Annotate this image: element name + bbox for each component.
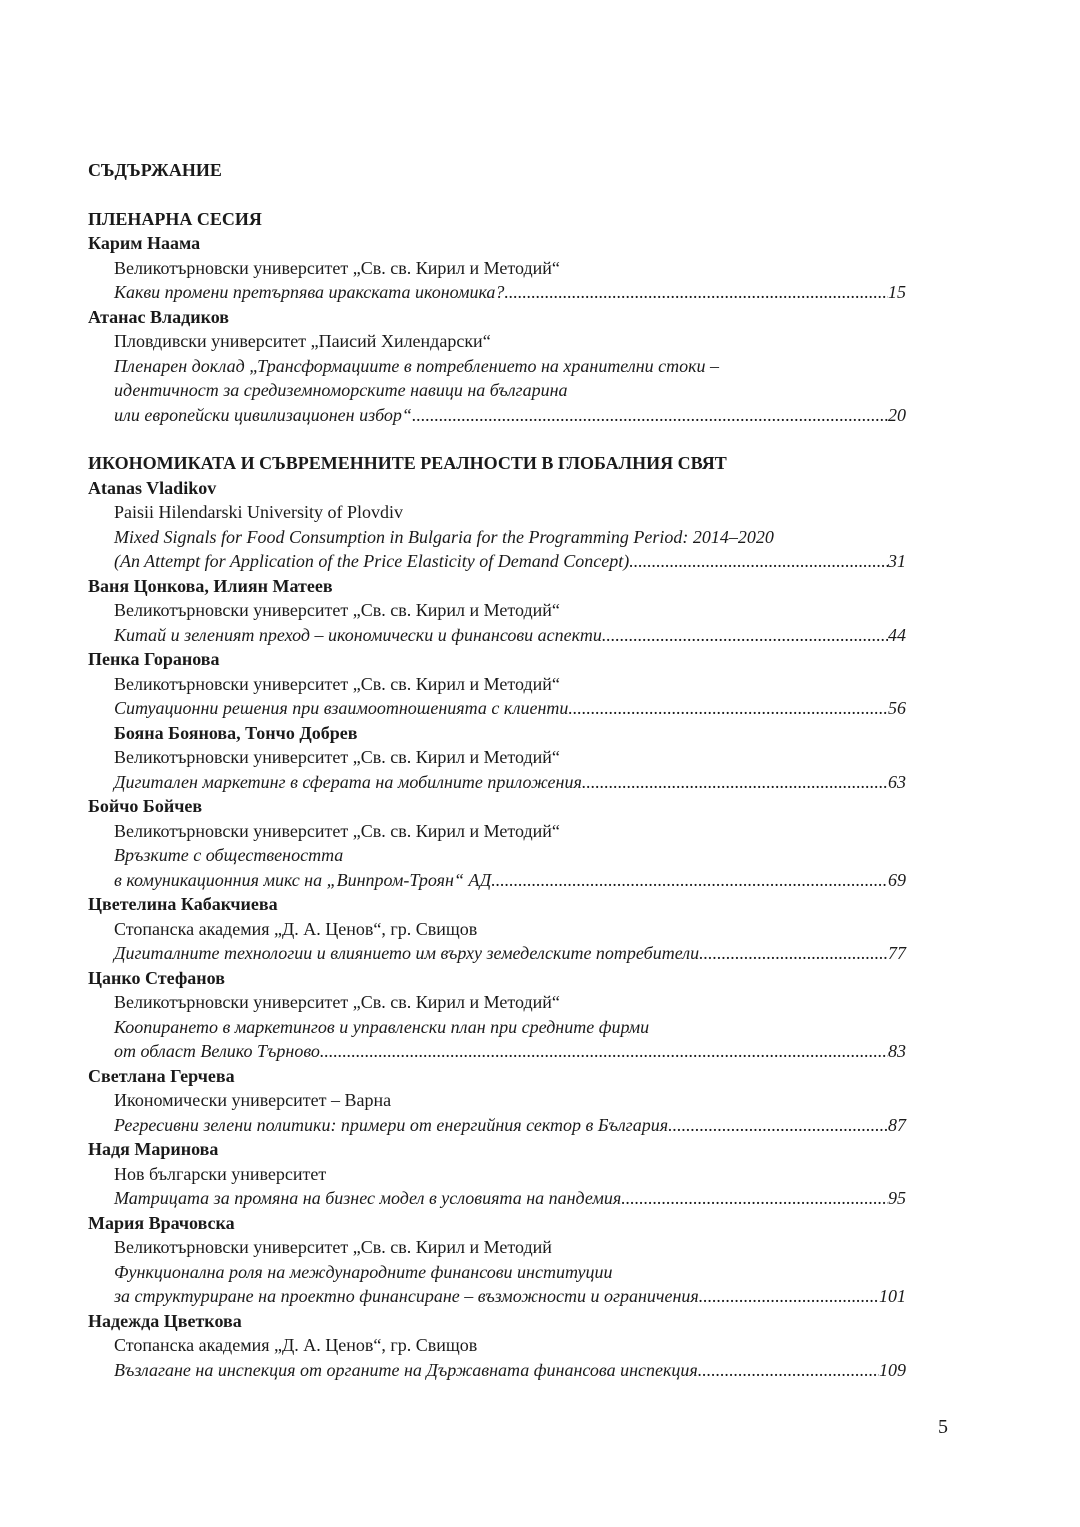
- entry-title-line-with-page: [88, 1358, 906, 1383]
- entry-affiliation: Пловдивски университет „Паисий Хилендарски“: [114, 331, 491, 351]
- entry-title-line: идентичност за средиземноморските навици на българина: [114, 380, 568, 400]
- toc-entry: [88, 892, 906, 966]
- entry-page-number: 83: [888, 1041, 906, 1061]
- entry-affiliation: Великотърновски университет „Св. св. Кирил и Методий“: [114, 992, 560, 1012]
- entry-author: Бойчо Бойчев: [88, 796, 203, 816]
- entry-title-line-with-page: [88, 549, 906, 574]
- entry-page-number: 87: [888, 1114, 906, 1135]
- entry-page-number: 31: [888, 551, 906, 571]
- dot-leader: [621, 1186, 888, 1211]
- entry-title-text: Дигитален маркетинг в сферата на мобилните приложения: [114, 771, 582, 792]
- entry-title-line: Пленарен доклад „Трансформациите в потреблението на хранителни стоки –: [114, 355, 720, 376]
- entry-title-text: от област Велико Търново: [114, 1041, 320, 1061]
- entry-title-line-with-page: [88, 696, 906, 721]
- entry-author: Карим Наама: [88, 233, 201, 253]
- entry-affiliation: Великотърновски университет „Св. св. Кирил и Методий“: [114, 257, 560, 278]
- toc-section: [88, 451, 906, 1382]
- entry-author: Пенка Горанова: [88, 649, 220, 669]
- toc-body: [88, 207, 906, 1383]
- entry-page-number: 109: [879, 1359, 906, 1380]
- dot-leader: [699, 941, 888, 966]
- toc-entry: [88, 966, 906, 1064]
- toc-entry: [88, 231, 906, 305]
- entry-page-number: 101: [879, 1286, 906, 1306]
- toc-entry: [88, 305, 906, 428]
- entry-title-text: Матрицата за промяна на бизнес модел в условията на пандемия: [114, 1188, 622, 1208]
- toc-entry: [88, 1064, 906, 1138]
- dot-leader: [320, 1039, 888, 1064]
- dot-leader: [412, 403, 888, 428]
- entry-page-number: 63: [888, 771, 906, 792]
- dot-leader: [602, 623, 888, 648]
- entry-title-line: Коопирането в маркетингов и управленски план при средните фирми: [114, 1016, 650, 1037]
- entry-page-number: 20: [888, 404, 906, 425]
- entry-title-line: Функционална роля на международните финансови институции: [114, 1261, 613, 1282]
- entry-affiliation: Великотърновски университет „Св. св. Кирил и Методий: [114, 1237, 552, 1257]
- entry-affiliation: Великотърновски университет „Св. св. Кирил и Методий“: [114, 820, 560, 841]
- toc-entry: [88, 794, 906, 892]
- entry-affiliation: Стопанска академия „Д. А. Ценов“, гр. Свищов: [114, 918, 478, 939]
- section-title: ПЛЕНАРНА СЕСИЯ: [88, 208, 262, 229]
- page-number: 5: [938, 1416, 948, 1438]
- entry-title-line-with-page: [88, 280, 906, 305]
- entry-title-text: Регресивни зелени политики: примери от енергийния сектор в България: [114, 1114, 669, 1135]
- section-title: ИКОНОМИКАТА И СЪВРЕМЕННИТЕ РЕАЛНОСТИ В ГЛОБАЛНИЯ СВЯТ: [88, 453, 727, 473]
- toc-title: СЪДЪРЖАНИЕ: [88, 160, 222, 180]
- entry-author: Атанас Владиков: [88, 306, 230, 327]
- dot-leader: [491, 868, 888, 893]
- entry-title-text: Китай и зеленият преход – икономически и финансови аспекти: [114, 624, 602, 645]
- entry-affiliation: Великотърновски университет „Св. св. Кирил и Методий“: [114, 673, 560, 694]
- toc-entry: [88, 1211, 906, 1309]
- dot-leader: [582, 770, 888, 795]
- entry-title-line-with-page: [88, 403, 906, 428]
- entry-title-text: Какви промени претърпява иракската икономика?: [114, 282, 505, 302]
- entry-author: Мария Врачовска: [88, 1212, 235, 1233]
- entry-author: Светлана Герчева: [88, 1065, 235, 1086]
- entry-affiliation: Великотърновски университет „Св. св. Кирил и Методий“: [114, 747, 560, 767]
- entry-author: Бояна Боянова, Тончо Добрев: [114, 722, 358, 743]
- entry-affiliation: Икономически университет – Варна: [114, 1090, 392, 1110]
- entry-title-text: или европейски цивилизационен избор“: [114, 404, 412, 425]
- dot-leader: [629, 549, 888, 574]
- entry-title-text: Ситуационни решения при взаимоотношенията с клиенти: [114, 698, 569, 718]
- entry-page-number: 15: [888, 282, 906, 302]
- entry-author: Надежда Цветкова: [88, 1310, 242, 1331]
- entry-page-number: 95: [888, 1188, 906, 1208]
- entry-title-line-with-page: [88, 770, 906, 795]
- entry-author: Цанко Стефанов: [88, 967, 225, 988]
- entry-title-text: Дигиталните технологии и влиянието им върху земеделските потребители: [114, 943, 700, 963]
- entry-title-line: Mixed Signals for Food Consumption in Bulgaria for the Programming Period: 2014–2020: [114, 526, 774, 547]
- entry-affiliation: Великотърновски университет „Св. св. Кирил и Методий“: [114, 600, 560, 620]
- toc-entry: [88, 647, 906, 721]
- toc-entry: [88, 476, 906, 574]
- entry-title-text: (An Attempt for Application of the Price Elasticity of Demand Concept): [114, 551, 630, 571]
- dot-leader: [668, 1113, 888, 1138]
- entry-author: Цветелина Кабакчиева: [88, 894, 278, 914]
- toc-entry: [88, 721, 906, 795]
- dot-leader: [504, 280, 888, 305]
- entry-affiliation: Нов български университет: [114, 1163, 327, 1184]
- toc-entry: [88, 574, 906, 648]
- entry-title-text: за структуриране на проектно финансиране – възможности и ограничения: [114, 1286, 699, 1306]
- toc-entry: [88, 1137, 906, 1211]
- entry-page-number: 69: [888, 869, 906, 890]
- entry-page-number: 56: [888, 698, 906, 718]
- entry-title-line: Връзките с обществеността: [114, 845, 344, 865]
- entry-author: Atanas Vladikov: [88, 477, 217, 498]
- entry-author: Ваня Цонкова, Илиян Матеев: [88, 575, 333, 596]
- entry-affiliation: Paisii Hilendarski University of Plovdiv: [114, 502, 403, 522]
- entry-title-text: Възлагане на инспекция от органите на Държавната финансова инспекция: [114, 1359, 698, 1380]
- entry-title-line-with-page: [88, 623, 906, 648]
- toc-section: [88, 207, 906, 428]
- entry-title-line-with-page: [88, 1284, 906, 1309]
- entry-page-number: 77: [888, 943, 906, 963]
- dot-leader: [698, 1358, 879, 1383]
- entry-title-line-with-page: [88, 941, 906, 966]
- entry-affiliation: Стопанска академия „Д. А. Ценов“, гр. Свищов: [114, 1335, 478, 1355]
- toc-entry: [88, 1309, 906, 1383]
- entry-page-number: 44: [888, 624, 906, 645]
- entry-title-line-with-page: [88, 1113, 906, 1138]
- dot-leader: [699, 1284, 879, 1309]
- table-of-contents: [88, 158, 906, 1382]
- entry-title-text: в комуникационния микс на „Винпром-Троян“ АД: [114, 869, 492, 890]
- entry-title-line-with-page: [88, 868, 906, 893]
- entry-author: Надя Маринова: [88, 1139, 219, 1159]
- dot-leader: [568, 696, 888, 721]
- entry-title-line-with-page: [88, 1039, 906, 1064]
- entry-title-line-with-page: [88, 1186, 906, 1211]
